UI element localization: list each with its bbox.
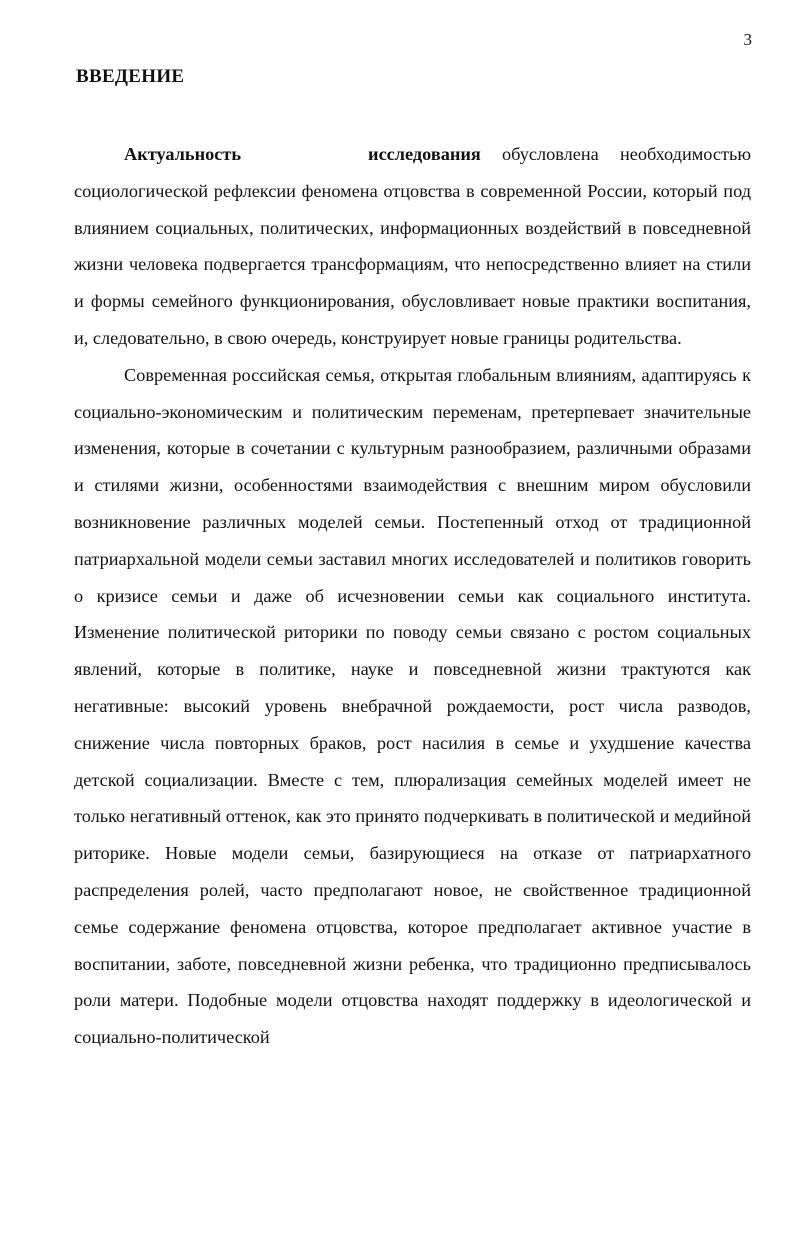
bold-term-research: исследования xyxy=(368,144,481,164)
page-number: 3 xyxy=(743,30,752,49)
paragraph-relevance xyxy=(74,136,751,357)
bold-term-relevance: Актуальность xyxy=(124,144,242,164)
document-body xyxy=(74,136,751,1056)
paragraph-modern-family: Современная российская семья, открытая глобальным влияниям, адаптируясь к социально-экономическим и политическим переменам, претерпевает значительные изменения, которые в сочетании с культурным разнообразием, различными образами и стилями жизни, особенностями взаимодействия с внешним миром обусловили возникновение различных моделей семьи. Постепенный отход от традиционной патриархальной модели семьи заставил многих исследователей и политиков говорить о кризисе семьи и даже об исчезновении семьи как социального института. Изменение политической риторики по поводу семьи связано с ростом социальных явлений, которые в политике, науке и повседневной жизни трактуются как негативные: высокий уровень внебрачной рождаемости, рост числа разводов, снижение числа повторных браков, рост насилия в семье и ухудшение качества детской социализации. Вместе с тем, плюрализация семейных моделей имеет не только негативный оттенок, как это принято подчеркивать в политической и медийной риторике. Новые модели семьи, базирующиеся на отказе от патриархатного распределения ролей, часто предполагают новое, не свойственное традиционной семье содержание феномена отцовства, которое предполагает активное участие в воспитании, заботе, повседневной жизни ребенка, что традиционно предписывалось роли матери. Подобные модели отцовства находят поддержку в идеологической и социально-политической xyxy=(74,364,751,1048)
section-heading: ВВЕДЕНИЕ xyxy=(76,66,185,87)
paragraph-relevance-text: обусловлена необходимостью социологической рефлексии феномена отцовства в современной России, который под влиянием социальных, политических, информационных воздействий в повседневной жизни человека подвергается трансформациям, что непосредственно влияет на стили и формы семейного функционирования, обусловливает новые практики воспитания, и, следовательно, в свою очередь, конструирует новые границы родительства. xyxy=(74,144,751,348)
